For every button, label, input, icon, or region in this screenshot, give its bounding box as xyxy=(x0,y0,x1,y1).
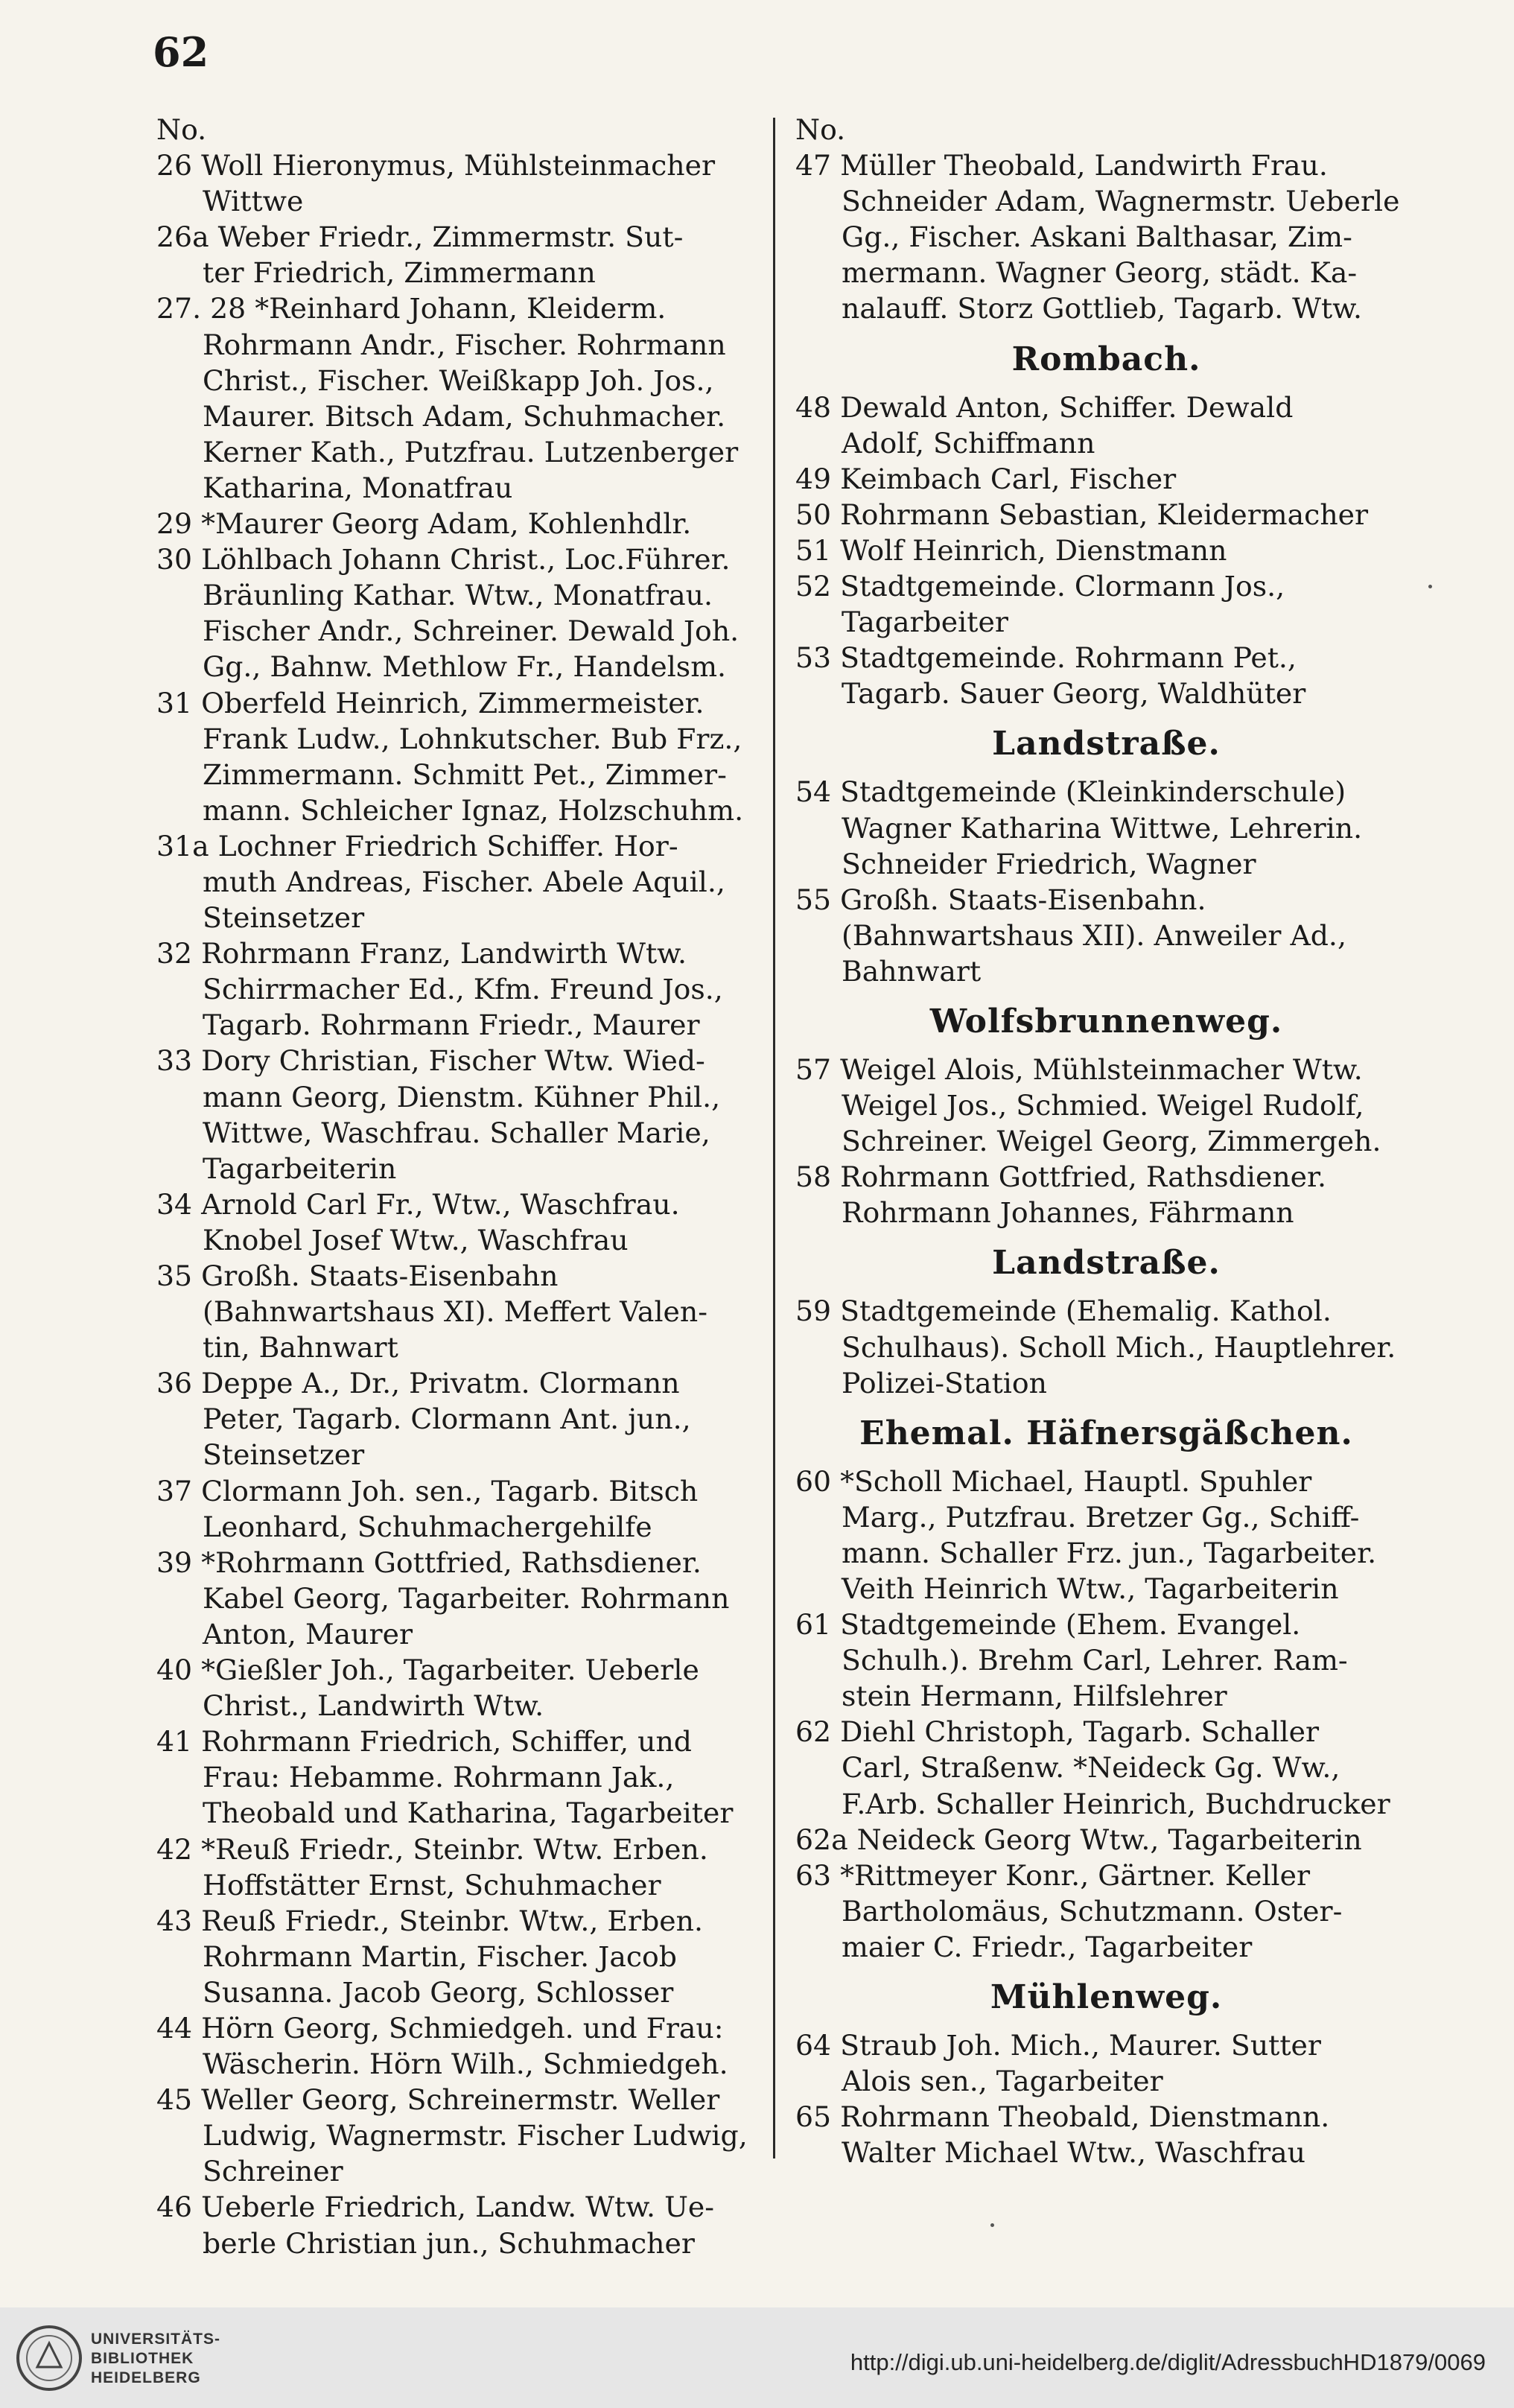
entry-continuation: ter Friedrich, Zimmermann xyxy=(203,256,596,290)
street-heading: Mühlenweg. xyxy=(990,1978,1223,2017)
entry-line: 51 Wolf Heinrich, Dienstmann xyxy=(795,533,1227,567)
entry-continuation: Frank Ludw., Lohnkutscher. Bub Frz., xyxy=(203,722,742,755)
entry-continuation: (Bahnwartshaus XII). Anweiler Ad., xyxy=(842,918,1346,952)
entry-continuation: mermann. Wagner Georg, städt. Ka- xyxy=(842,256,1358,290)
entry-line: 31 Oberfeld Heinrich, Zimmermeister. xyxy=(156,686,704,719)
entry-continuation: Rohrmann Andr., Fischer. Rohrmann xyxy=(203,328,726,361)
entry-continuation: Frau: Hebamme. Rohrmann Jak., xyxy=(203,1761,675,1794)
entry-line: 48 Dewald Anton, Schiffer. Dewald xyxy=(795,390,1294,424)
entry-continuation: nalauff. Storz Gottlieb, Tagarb. Wtw. xyxy=(842,292,1363,325)
entry-line: 62 Diehl Christoph, Tagarb. Schaller xyxy=(795,1715,1320,1749)
entry-line: 32 Rohrmann Franz, Landwirth Wtw. xyxy=(156,937,687,970)
entry-line: 26 Woll Hieronymus, Mühlsteinmacher xyxy=(156,149,716,182)
entry-continuation: Schreiner xyxy=(203,2155,343,2188)
entry-continuation: muth Andreas, Fischer. Abele Aquil., xyxy=(203,865,725,898)
entry-continuation: Rohrmann Johannes, Fährmann xyxy=(842,1196,1294,1230)
entry-continuation: mann. Schaller Frz. jun., Tagarbeiter. xyxy=(842,1536,1377,1569)
entry-line: 35 Großh. Staats-Eisenbahn xyxy=(156,1259,559,1292)
entry-line: 27. 28 *Reinhard Johann, Kleiderm. xyxy=(156,292,667,325)
entry-line: 61 Stadtgemeinde (Ehem. Evangel. xyxy=(795,1608,1301,1642)
entry-line: 36 Deppe A., Dr., Privatm. Clormann xyxy=(156,1367,680,1400)
entry-continuation: Gg., Bahnw. Methlow Fr., Handelsm. xyxy=(203,650,727,684)
entry-continuation: mann. Schleicher Ignaz, Holzschuhm. xyxy=(203,793,744,827)
entry-continuation: Zimmermann. Schmitt Pet., Zimmer- xyxy=(203,757,727,791)
entry-continuation: Schneider Adam, Wagnermstr. Ueberle xyxy=(842,185,1400,218)
entry-continuation: Wäscherin. Hörn Wilh., Schmiedgeh. xyxy=(203,2048,728,2081)
entry-continuation: Katharina, Monatfrau xyxy=(203,471,513,504)
entry-continuation: Polizei-Station xyxy=(842,1366,1047,1400)
entry-continuation: Hoffstätter Ernst, Schuhmacher xyxy=(203,1868,661,1902)
entry-continuation: F.Arb. Schaller Heinrich, Buchdrucker xyxy=(842,1787,1390,1820)
entry-line: 59 Stadtgemeinde (Ehemalig. Kathol. xyxy=(795,1294,1332,1328)
entry-continuation: Bartholomäus, Schutzmann. Oster- xyxy=(842,1894,1343,1928)
entry-line: 55 Großh. Staats-Eisenbahn. xyxy=(795,883,1206,916)
entry-line: 49 Keimbach Carl, Fischer xyxy=(795,462,1177,495)
entry-line: 47 Müller Theobald, Landwirth Frau. xyxy=(795,149,1328,182)
entry-continuation: (Bahnwartshaus XI). Meffert Valen- xyxy=(203,1295,708,1329)
entry-continuation: Kabel Georg, Tagarbeiter. Rohrmann xyxy=(203,1581,730,1615)
entry-continuation: Christ., Landwirth Wtw. xyxy=(203,1689,544,1723)
column-divider xyxy=(773,118,775,2158)
entry-continuation: Wittwe xyxy=(203,185,304,218)
entry-continuation: Alois sen., Tagarbeiter xyxy=(842,2065,1163,2098)
entry-continuation: Bräunling Kathar. Wtw., Monatfrau. xyxy=(203,579,713,612)
entry-continuation: Fischer Andr., Schreiner. Dewald Joh. xyxy=(203,614,739,648)
entry-continuation: stein Hermann, Hilfslehrer xyxy=(842,1680,1227,1713)
entry-continuation: Maurer. Bitsch Adam, Schuhmacher. xyxy=(203,399,726,433)
page-number: 62 xyxy=(153,28,209,76)
speck xyxy=(1428,585,1432,588)
source-url[interactable]: http://digi.ub.uni-heidelberg.de/diglit/AdressbuchHD1879/0069 xyxy=(850,2349,1486,2375)
entry-continuation: Rohrmann Martin, Fischer. Jacob xyxy=(203,1940,677,1973)
entry-continuation: Schreiner. Weigel Georg, Zimmergeh. xyxy=(842,1125,1381,1158)
entry-line: 34 Arnold Carl Fr., Wtw., Waschfrau. xyxy=(156,1187,680,1221)
entry-line: 53 Stadtgemeinde. Rohrmann Pet., xyxy=(795,641,1297,675)
entry-continuation: Schirrmacher Ed., Kfm. Freund Jos., xyxy=(203,973,723,1006)
entry-line: 62a Neideck Georg Wtw., Tagarbeiterin xyxy=(795,1823,1362,1856)
entry-line: 33 Dory Christian, Fischer Wtw. Wied- xyxy=(156,1044,705,1078)
entry-line: 41 Rohrmann Friedrich, Schiffer, und xyxy=(156,1725,692,1759)
entry-line: 39 *Rohrmann Gottfried, Rathsdiener. xyxy=(156,1545,702,1579)
entry-continuation: Tagarbeiter xyxy=(842,606,1008,639)
entry-line: 63 *Rittmeyer Konr., Gärtner. Keller xyxy=(795,1858,1311,1892)
entry-line: 57 Weigel Alois, Mühlsteinmacher Wtw. xyxy=(795,1052,1363,1086)
entry-continuation: Gg., Fischer. Askani Balthasar, Zim- xyxy=(842,220,1352,254)
entry-continuation: maier C. Friedr., Tagarbeiter xyxy=(842,1930,1253,1963)
entry-continuation: Anton, Maurer xyxy=(203,1617,413,1651)
left-column xyxy=(156,112,767,2261)
street-heading: Landstraße. xyxy=(992,725,1221,763)
entry-continuation: Wagner Katharina Wittwe, Lehrerin. xyxy=(842,811,1363,845)
entry-line: 58 Rohrmann Gottfried, Rathsdiener. xyxy=(795,1160,1326,1194)
entry-line: 60 *Scholl Michael, Hauptl. Spuhler xyxy=(795,1464,1312,1498)
footer-bar xyxy=(0,2307,1514,2408)
entry-continuation: Tagarb. Rohrmann Friedr., Maurer xyxy=(203,1008,700,1042)
entry-continuation: Veith Heinrich Wtw., Tagarbeiterin xyxy=(842,1572,1339,1605)
entry-continuation: Marg., Putzfrau. Bretzer Gg., Schiff- xyxy=(842,1500,1360,1534)
street-heading: Rombach. xyxy=(1011,340,1201,378)
entry-continuation: Schulhaus). Scholl Mich., Hauptlehrer. xyxy=(842,1330,1396,1364)
entry-line: 43 Reuß Friedr., Steinbr. Wtw., Erben. xyxy=(156,1904,703,1937)
entry-continuation: Steinsetzer xyxy=(203,901,365,935)
library-name-line: HEIDELBERG xyxy=(91,2369,201,2386)
right-column xyxy=(795,112,1417,2170)
university-seal-icon xyxy=(15,2324,83,2392)
entry-line: 52 Stadtgemeinde. Clormann Jos., xyxy=(795,570,1285,603)
library-name xyxy=(91,2330,220,2388)
entry-continuation: Steinsetzer xyxy=(203,1438,365,1472)
entry-continuation: Adolf, Schiffmann xyxy=(842,426,1095,460)
entry-line: 26a Weber Friedr., Zimmermstr. Sut- xyxy=(156,220,684,254)
entry-line: 30 Löhlbach Johann Christ., Loc.Führer. xyxy=(156,543,731,576)
entry-continuation: Theobald und Katharina, Tagarbeiter xyxy=(203,1797,734,1830)
entry-continuation: Susanna. Jacob Georg, Schlosser xyxy=(203,1975,674,2009)
entry-continuation: Peter, Tagarb. Clormann Ant. jun., xyxy=(203,1402,691,1436)
entry-line: 54 Stadtgemeinde (Kleinkinderschule) xyxy=(795,775,1346,809)
column-header: No. xyxy=(156,113,207,146)
entry-line: 44 Hörn Georg, Schmiedgeh. und Frau: xyxy=(156,2011,724,2045)
street-heading: Landstraße. xyxy=(992,1244,1221,1283)
entry-continuation: Weigel Jos., Schmied. Weigel Rudolf, xyxy=(842,1089,1364,1122)
entry-continuation: Kerner Kath., Putzfrau. Lutzenberger xyxy=(203,435,739,468)
library-name-line: BIBLIOTHEK xyxy=(91,2350,194,2367)
entry-line: 65 Rohrmann Theobald, Dienstmann. xyxy=(795,2100,1330,2134)
entry-line: 42 *Reuß Friedr., Steinbr. Wtw. Erben. xyxy=(156,1832,708,1866)
entry-continuation: Bahnwart xyxy=(842,954,982,988)
entry-continuation: Carl, Straßenw. *Neideck Gg. Ww., xyxy=(842,1751,1340,1785)
street-heading: Ehemal. Häfnersgäßchen. xyxy=(859,1414,1353,1452)
entry-line: 50 Rohrmann Sebastian, Kleidermacher xyxy=(795,498,1369,531)
library-name-line: UNIVERSITÄTS- xyxy=(91,2331,221,2348)
entry-continuation: Leonhard, Schuhmachergehilfe xyxy=(203,1510,652,1543)
entry-line: 45 Weller Georg, Schreinermstr. Weller xyxy=(156,2083,720,2117)
entry-line: 64 Straub Joh. Mich., Maurer. Sutter xyxy=(795,2029,1321,2062)
entry-line: 40 *Gießler Joh., Tagarbeiter. Ueberle xyxy=(156,1653,699,1687)
street-heading: Wolfsbrunnenweg. xyxy=(929,1002,1283,1041)
entry-continuation: Wittwe, Waschfrau. Schaller Marie, xyxy=(203,1116,710,1149)
entry-continuation: Schulh.). Brehm Carl, Lehrer. Ram- xyxy=(842,1644,1348,1677)
entry-continuation: Knobel Josef Wtw., Waschfrau xyxy=(203,1223,629,1257)
entry-continuation: Christ., Fischer. Weißkapp Joh. Jos., xyxy=(203,363,714,397)
entry-line: 46 Ueberle Friedrich, Landw. Wtw. Ue- xyxy=(156,2191,715,2224)
column-header: No. xyxy=(795,113,846,146)
entry-continuation: Tagarbeiterin xyxy=(203,1151,397,1185)
entry-continuation: tin, Bahnwart xyxy=(203,1331,398,1365)
entry-continuation: mann Georg, Dienstm. Kühner Phil., xyxy=(203,1080,721,1114)
entry-continuation: Ludwig, Wagnermstr. Fischer Ludwig, xyxy=(203,2119,748,2153)
entry-continuation: Tagarb. Sauer Georg, Waldhüter xyxy=(842,677,1306,711)
entry-line: 29 *Maurer Georg Adam, Kohlenhdlr. xyxy=(156,507,692,541)
entry-continuation: Schneider Friedrich, Wagner xyxy=(842,847,1256,880)
entry-line: 37 Clormann Joh. sen., Tagarb. Bitsch xyxy=(156,1474,699,1508)
entry-line: 31a Lochner Friedrich Schiffer. Hor- xyxy=(156,829,678,863)
entry-continuation: Walter Michael Wtw., Waschfrau xyxy=(842,2136,1306,2170)
speck xyxy=(990,2223,994,2227)
entry-continuation: berle Christian jun., Schuhmacher xyxy=(203,2226,695,2260)
